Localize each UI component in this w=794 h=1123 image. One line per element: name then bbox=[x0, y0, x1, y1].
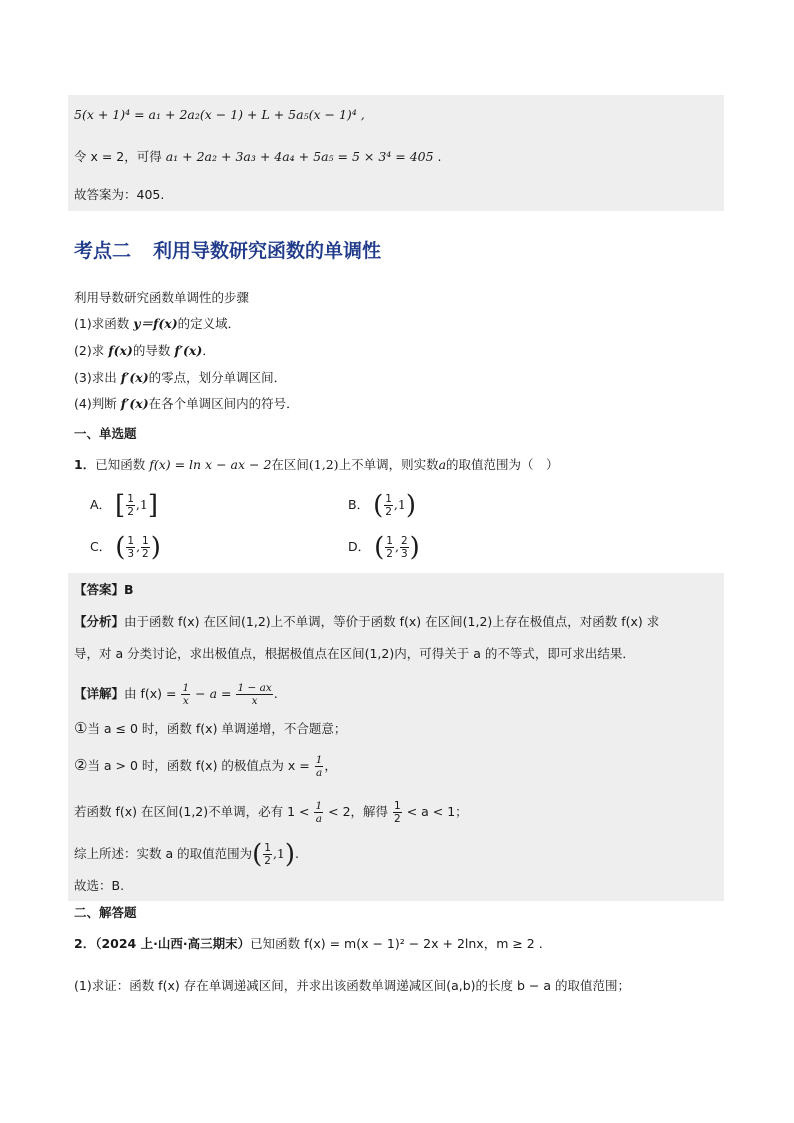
condition-num: 1 bbox=[315, 800, 323, 812]
condition-fraction-2 bbox=[393, 800, 402, 825]
prev-solution-formula: a₁ + 2a₂ + 3a₃ + 4a₄ + 5a₅ = 5 × 3⁴ = 405 bbox=[165, 149, 434, 164]
steps-heading: 利用导数研究函数单调性的步骤 bbox=[74, 290, 250, 305]
option-a-den: 2 bbox=[127, 506, 134, 518]
option-d-den-1: 2 bbox=[386, 548, 393, 560]
condition-line bbox=[74, 800, 468, 825]
option-b-sep: , bbox=[393, 497, 398, 512]
option-d-label: D． bbox=[348, 539, 371, 554]
analysis-text-1: 由于函数 f(x) 在区间(1,2)上不单调，等价于函数 f(x) 在区间(1,2)上存在极值点，对函数 f(x) 求 bbox=[124, 614, 660, 629]
section-title-text: 利用导数研究函数的单调性 bbox=[153, 240, 382, 262]
step-item-4 bbox=[74, 396, 299, 412]
step-3-suffix: 的零点，划分单调区间． bbox=[148, 370, 287, 385]
section-title bbox=[74, 236, 381, 263]
condition-fraction bbox=[314, 800, 323, 825]
condition-text-b: < 2，解得 bbox=[324, 804, 393, 819]
summary-b: ,1 bbox=[272, 846, 285, 861]
option-c-sep: , bbox=[136, 539, 141, 554]
step-2-suffix: ． bbox=[202, 343, 215, 358]
question-2-text: 已知函数 f(x) = m(x − 1)² − 2x + 2lnx，m ≥ 2 . bbox=[250, 936, 543, 951]
option-b-label: B． bbox=[348, 497, 370, 512]
case-2-den: a bbox=[315, 767, 323, 779]
detail-fraction-2-den: x bbox=[251, 695, 258, 707]
prev-solution-line-2-prefix: 令 x = 2，可得 bbox=[74, 149, 166, 164]
prev-solution-line-2-suffix: . bbox=[433, 149, 442, 164]
case-2-text: 当 a > 0 时，函数 f(x) 的极值点为 x = bbox=[87, 758, 314, 773]
detail-fraction-2 bbox=[236, 682, 272, 707]
summary-den: 2 bbox=[264, 855, 271, 867]
option-d-sep: , bbox=[394, 539, 399, 554]
step-item-1 bbox=[74, 316, 240, 332]
step-2-prefix: (2)求 bbox=[74, 343, 109, 358]
step-item-2 bbox=[74, 343, 215, 359]
detail-label: 【详解】 bbox=[74, 686, 125, 701]
step-4-math: f′(x) bbox=[120, 396, 149, 411]
summary-fraction bbox=[263, 842, 272, 867]
option-c[interactable] bbox=[90, 532, 161, 563]
question-1-interval: (1,2) bbox=[308, 457, 339, 472]
question-1-text-a: 已知函数 bbox=[95, 457, 150, 472]
analysis-line-1 bbox=[74, 614, 659, 630]
option-d-bracket-left: ( bbox=[374, 532, 385, 563]
option-d-den-2: 3 bbox=[400, 548, 408, 560]
detail-line bbox=[74, 682, 278, 707]
option-d-num-1: 1 bbox=[386, 535, 393, 547]
choice-line: 故选：B. bbox=[74, 878, 125, 893]
question-1-text-b: 在区间 bbox=[271, 457, 309, 472]
step-4-suffix: 在各个单调区间内的符号． bbox=[148, 396, 299, 411]
detail-minus-a: − a = bbox=[191, 686, 236, 701]
detail-fraction-1-num: 1 bbox=[182, 682, 190, 694]
option-a-fraction bbox=[126, 493, 135, 518]
detail-intro: 由 f(x) = bbox=[124, 686, 181, 701]
summary-end: . bbox=[295, 846, 300, 861]
condition-den-2: 2 bbox=[394, 813, 401, 825]
case-1-line bbox=[74, 720, 346, 737]
summary-text: 综上所述：实数 a 的取值范围为 bbox=[74, 846, 253, 861]
step-2-mid: 的导数 bbox=[132, 343, 175, 358]
option-c-label: C． bbox=[90, 539, 112, 554]
analysis-line-2: 导，对 a 分类讨论，求出极值点，根据极值点在区间(1,2)内，可得关于 a 的不等式，即可求出结果． bbox=[74, 646, 635, 661]
option-d-num-2: 2 bbox=[400, 535, 408, 547]
condition-den: a bbox=[315, 813, 322, 825]
prev-solution-line-2 bbox=[74, 149, 442, 165]
question-2-number: 2． bbox=[74, 936, 96, 951]
option-d-fraction-1 bbox=[385, 535, 394, 560]
case-2-num: 1 bbox=[315, 754, 323, 766]
detail-fraction-1 bbox=[181, 682, 190, 707]
option-b-num: 1 bbox=[385, 493, 392, 505]
step-4-prefix: (4)判断 bbox=[74, 396, 121, 411]
option-c-num-1: 1 bbox=[127, 535, 135, 547]
prev-solution-line-1: 5(x + 1)⁴ = a₁ + 2a₂(x − 1) + L + 5a₅(x − 1)⁴ , bbox=[74, 107, 365, 122]
case-1-mark: ① bbox=[74, 719, 88, 737]
summary-line: 综上所述：实数 a 的取值范围为( $\frac{1}{2}$ ,1). bbox=[74, 839, 300, 870]
option-c-bracket-left: ( bbox=[115, 532, 126, 563]
question-2-source: （2024 上·山西·高三期末） bbox=[95, 936, 251, 951]
part-1-heading: 一、单选题 bbox=[74, 426, 137, 441]
condition-num-2: 1 bbox=[394, 800, 401, 812]
case-2-line bbox=[74, 754, 337, 779]
step-2-math-2: f′(x) bbox=[174, 343, 203, 358]
option-a-bracket-right: ] bbox=[147, 490, 158, 521]
question-1-text-d: 的取值范围为（ ） bbox=[446, 457, 559, 472]
case-1-text: 当 a ≤ 0 时，函数 f(x) 单调递增，不合题意； bbox=[87, 721, 347, 736]
condition-text-c: < a < 1； bbox=[402, 804, 468, 819]
option-b[interactable] bbox=[348, 490, 416, 521]
analysis-label: 【分析】 bbox=[74, 614, 125, 629]
option-c-den-1: 3 bbox=[127, 548, 135, 560]
step-3-prefix: (3)求出 bbox=[74, 370, 121, 385]
option-a-bracket-left: [ bbox=[115, 490, 126, 521]
case-2-mark: ② bbox=[74, 756, 88, 774]
summary-num: 1 bbox=[264, 842, 271, 854]
question-1-text-c: 上不单调，则实数 bbox=[338, 457, 439, 472]
option-c-bracket-right: ) bbox=[150, 532, 161, 563]
option-b-bracket-right: ) bbox=[405, 490, 416, 521]
part-2-heading: 二、解答题 bbox=[74, 905, 137, 920]
step-3-math: f′(x) bbox=[120, 370, 149, 385]
option-a-num: 1 bbox=[127, 493, 134, 505]
option-c-fraction-2 bbox=[141, 535, 150, 560]
question-1 bbox=[74, 457, 559, 473]
option-d-fraction-2 bbox=[400, 535, 409, 560]
option-c-den-2: 2 bbox=[142, 548, 149, 560]
detail-end: . bbox=[273, 686, 278, 701]
case-2-fraction bbox=[315, 754, 324, 779]
option-b-fraction bbox=[384, 493, 393, 518]
option-c-fraction-1 bbox=[126, 535, 135, 560]
option-a-value-2: 1 bbox=[139, 497, 148, 512]
option-d-bracket-right: ) bbox=[409, 532, 420, 563]
section-number: 考点二 bbox=[74, 240, 132, 262]
question-1-number: 1． bbox=[74, 457, 96, 472]
option-b-value-2: 1 bbox=[397, 497, 406, 512]
answer-value: B bbox=[124, 582, 134, 597]
detail-fraction-1-den: x bbox=[182, 695, 189, 707]
option-d[interactable] bbox=[348, 532, 420, 563]
option-a[interactable] bbox=[90, 490, 158, 521]
case-2-end: ， bbox=[324, 758, 337, 773]
question-2 bbox=[74, 936, 543, 952]
answer-line bbox=[74, 582, 134, 598]
question-2-sub-1: (1)求证：函数 f(x) 存在单调递减区间，并求出该函数单调递减区间(a,b)的长度 b − a 的取值范围； bbox=[74, 978, 630, 993]
option-a-sep: , bbox=[135, 497, 140, 512]
step-1-math: y＝f(x) bbox=[133, 316, 178, 331]
step-1-suffix: 的定义域． bbox=[177, 316, 241, 331]
detail-fraction-2-num: 1 − ax bbox=[237, 682, 272, 694]
option-b-bracket-left: ( bbox=[373, 490, 384, 521]
option-b-den: 2 bbox=[385, 506, 392, 518]
step-1-prefix: (1)求函数 bbox=[74, 316, 134, 331]
step-2-math: f(x) bbox=[108, 343, 133, 358]
step-item-3 bbox=[74, 370, 286, 386]
option-a-label: A． bbox=[90, 497, 112, 512]
option-c-num-2: 1 bbox=[142, 535, 149, 547]
condition-text-a: 若函数 f(x) 在区间(1,2)不单调，必有 1 < bbox=[74, 804, 314, 819]
question-1-function: f(x) = ln x − ax − 2 bbox=[149, 457, 272, 472]
prev-solution-line-3: 故答案为：405. bbox=[74, 187, 165, 202]
answer-label: 【答案】 bbox=[74, 582, 125, 597]
question-1-var: a bbox=[438, 457, 447, 472]
